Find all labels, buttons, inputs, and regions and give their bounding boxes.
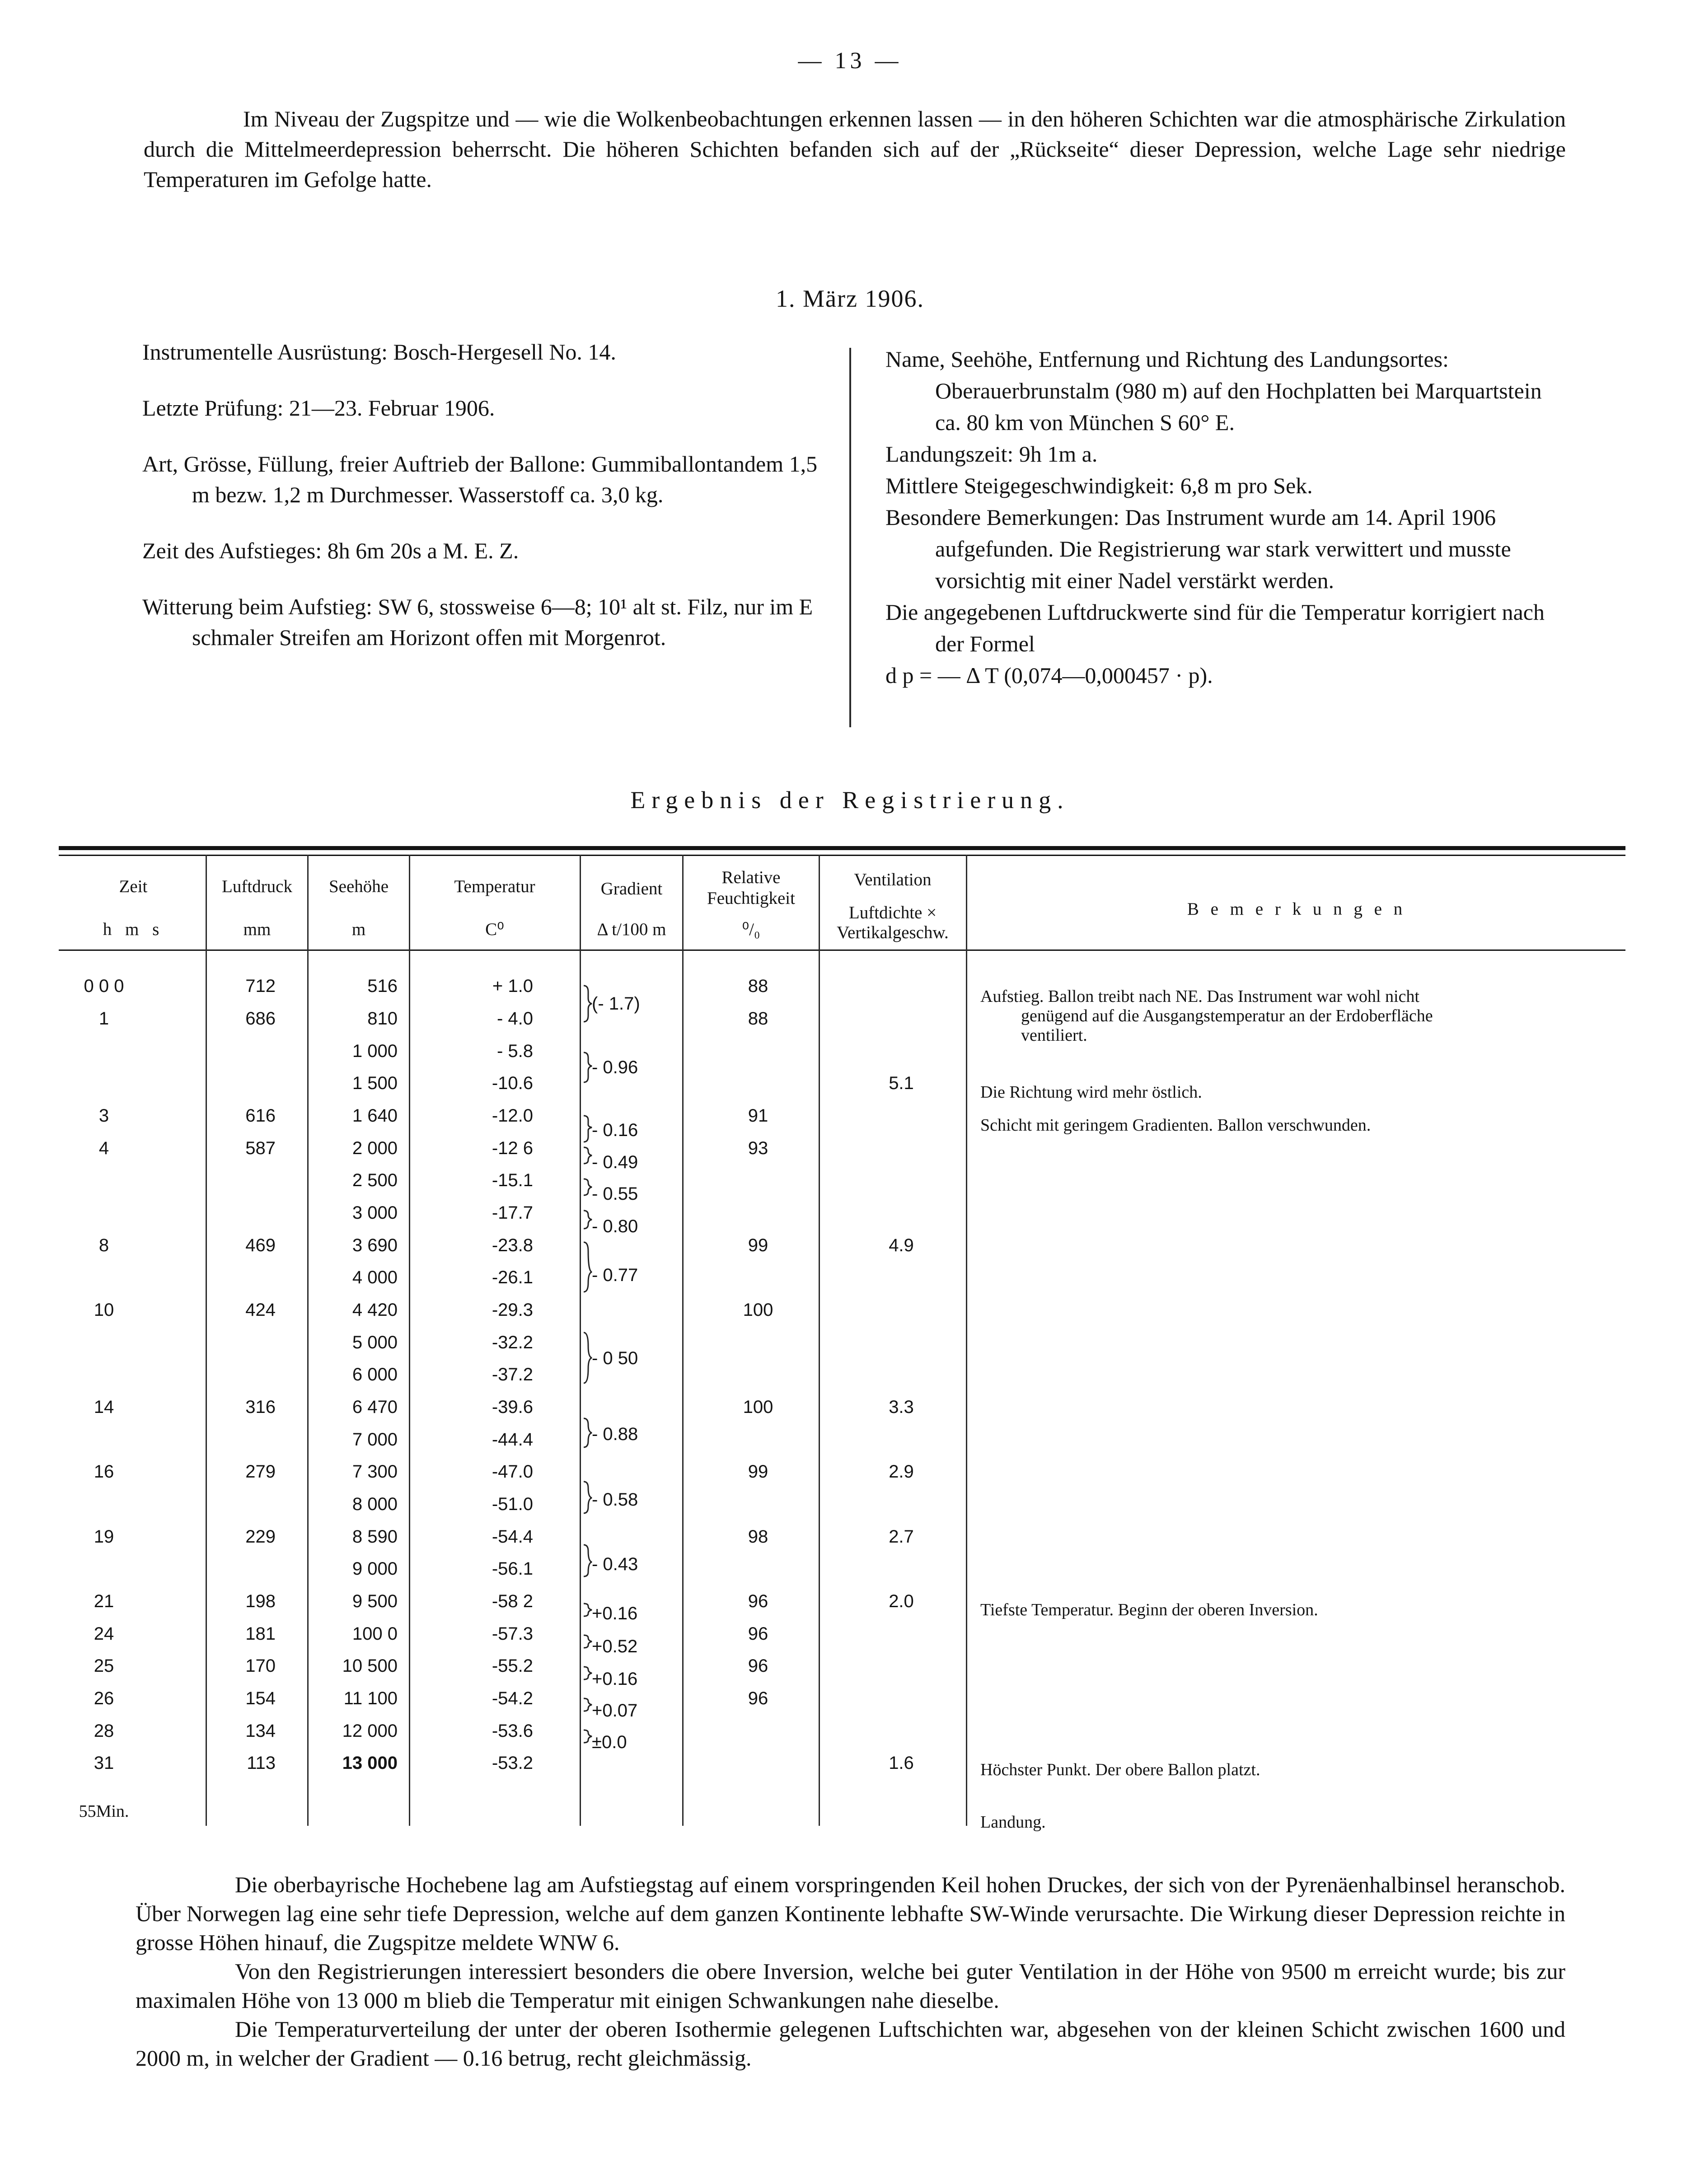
cell-temperatur: - 4.0 <box>496 1009 533 1029</box>
cell-feuchtigkeit: 88 <box>748 1009 768 1029</box>
cell-seehoehe: 3 000 <box>352 1203 398 1223</box>
closing-paragraph-2: Von den Registrierungen interessiert besonders die obere Inversion, welche bei guter Ventilation in der Höhe von 9500 m erreicht wurde; bis zur maximalen Höhe von 13 000 m blieb die Temperatur mit einigen Schwankungen nahe dieselbe. <box>136 1959 1565 2013</box>
last-check-line: Letzte Prüfung: 21—23. Februar 1906. <box>142 395 495 421</box>
gradient-value: - 0 50 <box>592 1348 638 1368</box>
cell-zeit: 31 <box>94 1753 114 1773</box>
table-top-rule <box>59 846 1625 850</box>
cell-seehoehe: 13 000 <box>342 1753 398 1773</box>
cell-temperatur <box>434 1800 533 1823</box>
cell-seehoehe: 11 100 <box>343 1688 398 1708</box>
header-see-unit: m <box>351 920 366 939</box>
cell-temperatur: -47.0 <box>492 1462 533 1482</box>
cell-feuchtigkeit <box>686 1752 830 1774</box>
cell-ventilation <box>820 1137 983 1160</box>
gradient-value: - 0.88 <box>592 1424 638 1444</box>
cell-seehoehe: 3 690 <box>352 1235 398 1255</box>
ascent-time-line: Zeit des Aufstieges: 8h 6m 20s a M. E. Z. <box>142 538 519 563</box>
gradient-braces <box>582 971 595 1784</box>
cell-temperatur: -26.1 <box>492 1267 533 1287</box>
cell-luftdruck: 424 <box>245 1300 276 1320</box>
cell-feuchtigkeit: 96 <box>748 1688 768 1708</box>
header-luft: Luftdruck <box>222 877 292 896</box>
cell-temperatur: -32.2 <box>492 1333 533 1352</box>
cell-ventilation <box>820 1800 983 1823</box>
cell-seehoehe: 516 <box>367 976 398 996</box>
gradient-value: +0.07 <box>592 1701 638 1721</box>
gradient-value: - 0.96 <box>592 1057 638 1077</box>
cell-temperatur: -54.4 <box>492 1527 533 1547</box>
cell-luftdruck: 712 <box>245 976 276 996</box>
cell-temperatur: -55.2 <box>492 1656 533 1676</box>
cell-ventilation <box>820 1169 983 1192</box>
cell-temperatur: -37.2 <box>492 1365 533 1384</box>
cell-seehoehe: 12 000 <box>342 1721 398 1741</box>
header-remarks: B e m e r k u n g e n <box>1187 899 1406 919</box>
cell-temperatur: -51.0 <box>492 1494 533 1514</box>
remark-ascent <box>980 987 1631 1045</box>
cell-luftdruck <box>212 1331 276 1354</box>
right-info-block <box>885 343 1565 691</box>
cell-temperatur: -15.1 <box>492 1170 533 1190</box>
cell-ventilation: 1.6 <box>889 1753 914 1773</box>
cell-seehoehe: 8 000 <box>352 1494 398 1514</box>
cell-luftdruck: 154 <box>245 1688 276 1708</box>
table-top-rule-thin <box>59 855 1625 856</box>
pressure-note-line: Die angegebenen Luftdruckwerte sind für die Temperatur korrigiert nach der Formel <box>885 599 1545 656</box>
intro-paragraph: Im Niveau der Zugspitze und — wie die Wolkenbeobachtungen erkennen lassen — in den höheren Schichten war die atmosphärische Zirkulation durch die Mittelmeerdepression beherrscht. Die höheren Schichten befanden sich auf der „Rückseite“ dieser Depression, welche Lage sehr niedrige Temperaturen im Gefolge hatte. <box>144 106 1566 192</box>
cell-luftdruck <box>212 1800 276 1823</box>
column-separator <box>580 855 581 1826</box>
mean-speed-line: Mittlere Steigegeschwindigkeit: 6,8 m pro Sek. <box>885 473 1313 498</box>
cell-temperatur: -17.7 <box>492 1203 533 1223</box>
cell-ventilation <box>820 1557 983 1580</box>
gradient-value: - 0.49 <box>592 1152 638 1172</box>
cell-temperatur: -10.6 <box>492 1073 533 1093</box>
remark-layer: Schicht mit geringem Gradienten. Ballon verschwunden. <box>980 1116 1371 1135</box>
header-ven-sub1: Luftdichte × <box>848 903 937 922</box>
cell-zeit: 3 <box>98 1106 109 1126</box>
cell-seehoehe: 100 0 <box>352 1624 398 1644</box>
cell-zeit: 28 <box>94 1721 114 1741</box>
cell-feuchtigkeit <box>686 1363 830 1386</box>
gradient-value: - 0.80 <box>592 1216 638 1236</box>
cell-luftdruck: 279 <box>245 1462 276 1482</box>
cell-zeit: 1 <box>98 1009 109 1029</box>
cell-zeit: 0 0 0 <box>84 976 124 996</box>
header-ven-sub2: Vertikalgeschw. <box>837 923 949 942</box>
cell-luftdruck: 469 <box>245 1235 276 1255</box>
cell-ventilation <box>820 1266 983 1289</box>
gradient-value: (- 1.7) <box>592 994 640 1014</box>
cell-feuchtigkeit: 96 <box>748 1624 768 1644</box>
cell-feuchtigkeit <box>686 1720 830 1742</box>
gradient-value: - 0.43 <box>592 1554 638 1574</box>
cell-temperatur: -58 2 <box>492 1591 533 1611</box>
cell-feuchtigkeit <box>686 1169 830 1192</box>
cell-zeit: 4 <box>98 1138 109 1158</box>
cell-zeit <box>63 1266 145 1289</box>
cell-seehoehe: 7 300 <box>352 1462 398 1482</box>
cell-luftdruck: 170 <box>245 1656 276 1676</box>
column-separator <box>307 855 309 1826</box>
cell-luftdruck <box>212 1169 276 1192</box>
cell-ventilation <box>820 1655 983 1677</box>
cell-luftdruck: 686 <box>245 1009 276 1029</box>
cell-seehoehe: 2 000 <box>352 1138 398 1158</box>
cell-feuchtigkeit: 100 <box>743 1397 773 1417</box>
cell-ventilation <box>820 1493 983 1515</box>
cell-feuchtigkeit: 88 <box>748 976 768 996</box>
instrument-line: Instrumentelle Ausrüstung: Bosch-Hergesell No. 14. <box>142 339 616 365</box>
cell-luftdruck: 616 <box>245 1106 276 1126</box>
cell-zeit <box>63 1363 145 1386</box>
cell-zeit: 10 <box>94 1300 114 1320</box>
header-temp-unit: C⁰ <box>485 920 504 939</box>
remark-ascent-line2: genügend auf die Ausgangstemperatur an der Erdoberfläche <box>1021 1006 1433 1025</box>
cell-ventilation: 2.7 <box>889 1527 914 1547</box>
header-zeit: Zeit <box>119 877 148 896</box>
cell-feuchtigkeit: 100 <box>743 1300 773 1320</box>
header-zeit-unit: h m s <box>103 920 164 939</box>
cell-temperatur: -12 6 <box>492 1138 533 1158</box>
remark-highest-point: Höchster Punkt. Der obere Ballon platzt. <box>980 1760 1260 1779</box>
cell-luftdruck <box>212 1557 276 1580</box>
cell-temperatur: -44.4 <box>492 1430 533 1450</box>
cell-feuchtigkeit <box>686 1072 830 1094</box>
header-feu-unit: ⁰/₀ <box>742 920 760 939</box>
cell-zeit: 26 <box>94 1688 114 1708</box>
cell-feuchtigkeit: 91 <box>748 1106 768 1126</box>
cell-luftdruck <box>212 1072 276 1094</box>
cell-ventilation <box>820 975 983 997</box>
cell-luftdruck: 113 <box>247 1753 276 1773</box>
cell-luftdruck: 316 <box>245 1397 276 1417</box>
column-separator <box>409 855 410 1826</box>
special-remarks-line: Besondere Bemerkungen: Das Instrument wurde am 14. April 1906 aufgefunden. Die Registrierung war stark verwittert und musste vorsichtig mit einer Nadel verstärkt werden. <box>885 505 1511 593</box>
remark-direction: Die Richtung wird mehr östlich. <box>980 1083 1202 1102</box>
cell-ventilation: 2.0 <box>889 1591 914 1611</box>
cell-feuchtigkeit: 93 <box>748 1138 768 1158</box>
remark-ascent-line1: Aufstieg. Ballon treibt nach NE. Das Instrument war wohl nicht <box>980 987 1419 1006</box>
cell-luftdruck: 587 <box>245 1138 276 1158</box>
cell-zeit: 14 <box>94 1397 114 1417</box>
cell-feuchtigkeit <box>686 1428 830 1451</box>
cell-zeit <box>63 1040 145 1062</box>
header-temp: Temperatur <box>454 877 535 896</box>
page-number: — 13 — <box>798 48 902 74</box>
cell-ventilation <box>820 1104 983 1127</box>
cell-seehoehe: 810 <box>367 1009 398 1029</box>
cell-zeit <box>63 1493 145 1515</box>
cell-ventilation: 2.9 <box>889 1462 914 1482</box>
column-separator <box>682 855 684 1826</box>
cell-temperatur: -53.6 <box>492 1721 533 1741</box>
gradient-value: +0.16 <box>592 1604 638 1623</box>
column-separator <box>206 855 207 1826</box>
remark-ascent-line3: ventiliert. <box>1021 1026 1087 1045</box>
gradient-value: - 0.55 <box>592 1184 638 1204</box>
cell-zeit <box>63 1557 145 1580</box>
closing-text <box>136 1870 1565 2072</box>
landing-time-line: Landungszeit: 9h 1m a. <box>885 441 1098 467</box>
header-see: Seehöhe <box>328 877 389 896</box>
cell-temperatur: -39.6 <box>492 1397 533 1417</box>
formula-line: d p = — Δ T (0,074—0,000457 · p). <box>885 663 1213 688</box>
cell-zeit: 8 <box>98 1235 109 1255</box>
cell-ventilation: 5.1 <box>889 1073 914 1093</box>
table-header-rule <box>59 949 1625 951</box>
closing-paragraph-1: Die oberbayrische Hochebene lag am Aufstiegstag auf einem vorspringenden Keil hohen Druckes, der sich von der Pyrenäenhalbinsel heranschob. Über Norwegen lag eine sehr tiefe Depression, welche auf dem ganzen Kontinente lebhafte SW-Winde verursachte. Die Wirkung dieser Depression reichte in grosse Höhen hinauf, die Zugspitze meldete WNW 6. <box>136 1872 1565 1955</box>
cell-zeit: 19 <box>94 1527 114 1547</box>
cell-seehoehe: 6 000 <box>352 1365 398 1384</box>
cell-seehoehe: 8 590 <box>352 1527 398 1547</box>
cell-zeit <box>63 1331 145 1354</box>
cell-ventilation <box>820 1299 983 1321</box>
landing-place-line: Name, Seehöhe, Entfernung und Richtung des Landungsortes: Oberauerbrunstalm (980 m) auf den Hochplatten bei Marquartstein ca. 80 km von München S 60° E. <box>885 346 1542 435</box>
table-title: Ergebnis der Registrierung. <box>630 786 1070 814</box>
cell-luftdruck: 134 <box>245 1721 276 1741</box>
cell-feuchtigkeit <box>686 1557 830 1580</box>
cell-feuchtigkeit: 99 <box>748 1462 768 1482</box>
cell-seehoehe: 1 640 <box>352 1106 398 1126</box>
cell-seehoehe: 9 500 <box>352 1591 398 1611</box>
cell-luftdruck: 198 <box>245 1591 276 1611</box>
gradient-value: ±0.0 <box>592 1732 627 1752</box>
remark-lowest-temp: Tiefste Temperatur. Beginn der oberen Inversion. <box>980 1600 1318 1619</box>
cell-temperatur: -57.3 <box>492 1624 533 1644</box>
cell-luftdruck <box>212 1202 276 1224</box>
cell-temperatur: -23.8 <box>492 1235 533 1255</box>
cell-temperatur: - 5.8 <box>496 1041 533 1061</box>
cell-luftdruck <box>212 1363 276 1386</box>
cell-ventilation <box>820 1687 983 1710</box>
cell-feuchtigkeit: 98 <box>748 1527 768 1547</box>
header-feu: Relative Feuchtigkeit <box>707 868 795 908</box>
remark-landing: Landung. <box>980 1813 1046 1832</box>
header-grad: Gradient <box>600 879 663 898</box>
cell-temperatur: + 1.0 <box>492 976 533 996</box>
cell-seehoehe: 2 500 <box>352 1170 398 1190</box>
cell-seehoehe: 10 500 <box>342 1656 398 1676</box>
cell-luftdruck <box>212 1040 276 1062</box>
cell-seehoehe: 7 000 <box>352 1430 398 1450</box>
cell-feuchtigkeit <box>686 1493 830 1515</box>
header-grad-unit: Δ t/100 m <box>597 920 666 939</box>
cell-seehoehe <box>316 1800 398 1823</box>
left-info-block <box>142 337 822 678</box>
cell-zeit: 24 <box>94 1624 114 1644</box>
cell-temperatur: -54.2 <box>492 1688 533 1708</box>
cell-zeit <box>63 1202 145 1224</box>
gradient-value: - 0.58 <box>592 1490 638 1510</box>
cell-seehoehe: 1 500 <box>352 1073 398 1093</box>
cell-zeit: 16 <box>94 1462 114 1482</box>
cell-zeit: 21 <box>94 1591 114 1611</box>
header-luft-unit: mm <box>243 920 271 939</box>
cell-seehoehe: 9 000 <box>352 1559 398 1579</box>
cell-feuchtigkeit: 96 <box>748 1656 768 1676</box>
cell-ventilation <box>820 1331 983 1354</box>
cell-luftdruck <box>212 1428 276 1451</box>
cell-temperatur: -12.0 <box>492 1106 533 1126</box>
cell-luftdruck <box>212 1266 276 1289</box>
cell-feuchtigkeit <box>686 1331 830 1354</box>
cell-feuchtigkeit <box>686 1800 830 1823</box>
cell-ventilation <box>820 1363 983 1386</box>
cell-zeit <box>63 1428 145 1451</box>
cell-temperatur: -56.1 <box>492 1559 533 1579</box>
cell-seehoehe: 6 470 <box>352 1397 398 1417</box>
column-divider <box>849 348 851 727</box>
weather-line: Witterung beim Aufstieg: SW 6, stossweise 6—8; 10¹ alt st. Filz, nur im E schmaler Streifen am Horizont offen mit Morgenrot. <box>142 594 813 650</box>
gradient-value: - 0.77 <box>592 1265 638 1285</box>
cell-ventilation <box>820 1720 983 1742</box>
cell-zeit <box>63 1072 145 1094</box>
gradient-value: +0.16 <box>592 1669 638 1689</box>
cell-zeit: 25 <box>94 1656 114 1676</box>
cell-temperatur: -29.3 <box>492 1300 533 1320</box>
cell-zeit: 55Min. <box>79 1802 129 1821</box>
cell-seehoehe: 5 000 <box>352 1333 398 1352</box>
cell-ventilation <box>820 1007 983 1030</box>
cell-luftdruck <box>212 1493 276 1515</box>
cell-temperatur: -53.2 <box>492 1753 533 1773</box>
cell-feuchtigkeit: 99 <box>748 1235 768 1255</box>
cell-feuchtigkeit <box>686 1266 830 1289</box>
cell-ventilation: 4.9 <box>889 1235 914 1255</box>
balloon-line: Art, Grösse, Füllung, freier Auftrieb der Ballone: Gummiballontandem 1,5 m bezw. 1,2 m Durchmesser. Wasserstoff ca. 3,0 kg. <box>142 451 818 507</box>
cell-seehoehe: 4 420 <box>352 1300 398 1320</box>
cell-feuchtigkeit <box>686 1202 830 1224</box>
cell-seehoehe: 1 000 <box>352 1041 398 1061</box>
cell-feuchtigkeit <box>686 1040 830 1062</box>
cell-feuchtigkeit: 96 <box>748 1591 768 1611</box>
cell-ventilation: 3.3 <box>889 1397 914 1417</box>
gradient-value: - 0.16 <box>592 1120 638 1140</box>
closing-paragraph-3: Die Temperaturverteilung der unter der oberen Isothermie gelegenen Luftschichten war, abgesehen von der kleinen Schicht zwischen 1600 und 2000 m, in welcher der Gradient — 0.16 betrug, recht gleichmässig. <box>136 2016 1565 2071</box>
gradient-value: +0.52 <box>592 1637 638 1656</box>
cell-zeit <box>63 1169 145 1192</box>
cell-luftdruck: 181 <box>245 1624 276 1644</box>
cell-seehoehe: 4 000 <box>352 1267 398 1287</box>
cell-luftdruck: 229 <box>245 1527 276 1547</box>
cell-ventilation <box>820 1202 983 1224</box>
cell-ventilation <box>820 1623 983 1645</box>
header-ven: Ventilation <box>854 870 932 889</box>
cell-ventilation <box>820 1428 983 1451</box>
ascent-date: 1. März 1906. <box>776 285 924 312</box>
cell-ventilation <box>820 1040 983 1062</box>
